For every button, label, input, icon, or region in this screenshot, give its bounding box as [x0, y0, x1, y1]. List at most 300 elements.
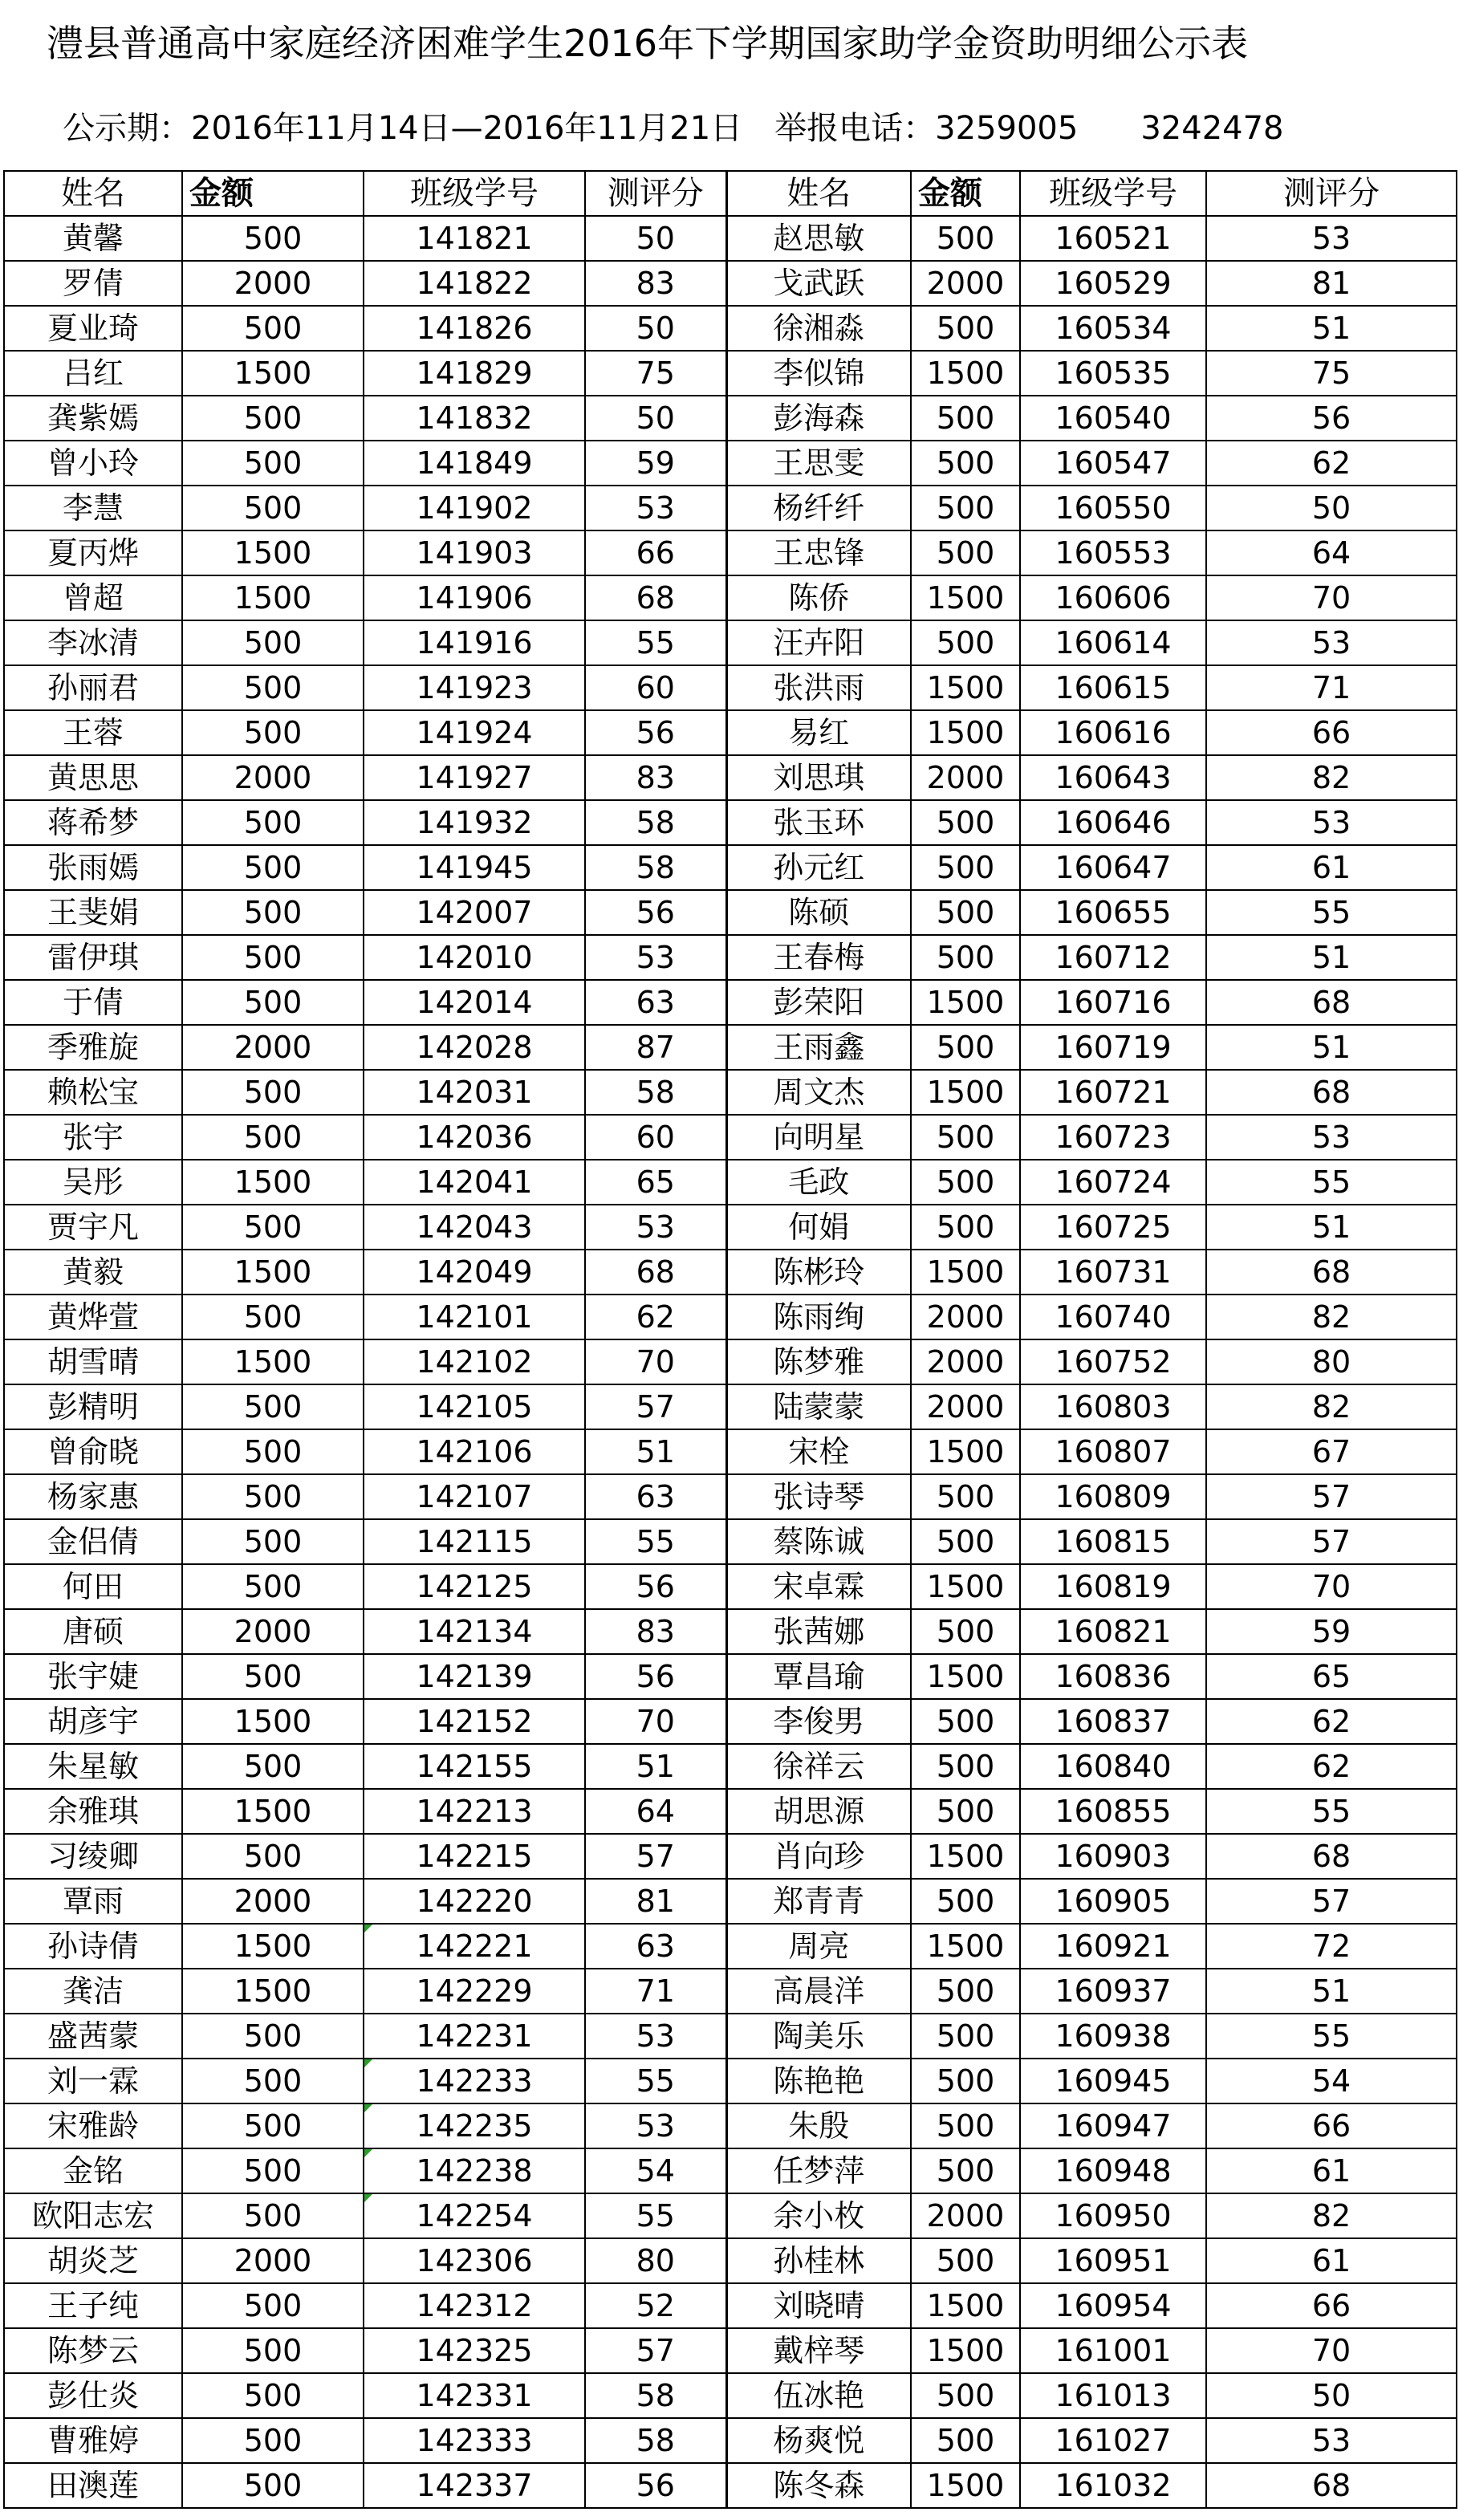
- cell-amount-left[interactable]: 500: [182, 1474, 364, 1519]
- cell-name-left[interactable]: 余雅琪: [4, 1789, 182, 1834]
- cell-name-left[interactable]: 张宇: [4, 1115, 182, 1160]
- cell-class-id-left[interactable]: 142213: [364, 1789, 585, 1834]
- cell-name-left[interactable]: 欧阳志宏: [4, 2193, 182, 2238]
- cell-class-id-left[interactable]: 141916: [364, 620, 585, 665]
- cell-score-left[interactable]: 55: [585, 2059, 726, 2103]
- cell-name-left[interactable]: 胡炎芝: [4, 2238, 182, 2283]
- cell-amount-left[interactable]: 500: [182, 306, 364, 351]
- cell-score-left[interactable]: 63: [585, 1924, 726, 1969]
- cell-class-id-right[interactable]: 160938: [1020, 2014, 1206, 2059]
- cell-name-left[interactable]: 张雨嫣: [4, 845, 182, 890]
- cell-class-id-left[interactable]: 142134: [364, 1609, 585, 1654]
- cell-score-left[interactable]: 53: [585, 486, 726, 530]
- cell-score-right[interactable]: 75: [1206, 351, 1457, 396]
- cell-name-left[interactable]: 刘一霖: [4, 2059, 182, 2103]
- cell-name-right[interactable]: 宋卓霖: [726, 1564, 911, 1609]
- cell-amount-left[interactable]: 500: [182, 845, 364, 890]
- cell-amount-right[interactable]: 500: [911, 216, 1020, 261]
- cell-class-id-right[interactable]: 160616: [1020, 710, 1206, 755]
- cell-amount-left[interactable]: 500: [182, 486, 364, 530]
- cell-score-right[interactable]: 82: [1206, 755, 1457, 800]
- cell-name-right[interactable]: 陈艳艳: [726, 2059, 911, 2103]
- cell-amount-left[interactable]: 500: [182, 980, 364, 1025]
- cell-class-id-right[interactable]: 160954: [1020, 2283, 1206, 2328]
- cell-class-id-right[interactable]: 160550: [1020, 486, 1206, 530]
- cell-class-id-left[interactable]: 142043: [364, 1205, 585, 1250]
- cell-amount-left[interactable]: 500: [182, 2373, 364, 2418]
- cell-amount-left[interactable]: 500: [182, 665, 364, 710]
- cell-amount-left[interactable]: 500: [182, 2148, 364, 2193]
- cell-name-left[interactable]: 金铭: [4, 2148, 182, 2193]
- cell-amount-right[interactable]: 1500: [911, 2463, 1020, 2508]
- cell-score-right[interactable]: 55: [1206, 1789, 1457, 1834]
- cell-score-right[interactable]: 82: [1206, 2193, 1457, 2238]
- cell-score-right[interactable]: 57: [1206, 1474, 1457, 1519]
- cell-name-left[interactable]: 习绫卿: [4, 1834, 182, 1879]
- cell-name-left[interactable]: 曾小玲: [4, 441, 182, 486]
- cell-class-id-right[interactable]: 160547: [1020, 441, 1206, 486]
- cell-score-left[interactable]: 53: [585, 2103, 726, 2148]
- cell-class-id-left[interactable]: 142036: [364, 1115, 585, 1160]
- cell-score-left[interactable]: 56: [585, 710, 726, 755]
- cell-name-right[interactable]: 陆蒙蒙: [726, 1384, 911, 1429]
- cell-name-left[interactable]: 吴彤: [4, 1160, 182, 1205]
- cell-class-id-right[interactable]: 160535: [1020, 351, 1206, 396]
- cell-amount-right[interactable]: 500: [911, 2103, 1020, 2148]
- cell-name-right[interactable]: 陈冬森: [726, 2463, 911, 2508]
- cell-amount-left[interactable]: 500: [182, 2103, 364, 2148]
- cell-class-id-right[interactable]: 160905: [1020, 1879, 1206, 1924]
- cell-class-id-left[interactable]: 142028: [364, 1025, 585, 1070]
- cell-score-right[interactable]: 53: [1206, 620, 1457, 665]
- cell-class-id-left[interactable]: 142139: [364, 1654, 585, 1699]
- cell-class-id-left[interactable]: 142337: [364, 2463, 585, 2508]
- cell-class-id-right[interactable]: 160606: [1020, 575, 1206, 620]
- cell-name-right[interactable]: 汪卉阳: [726, 620, 911, 665]
- cell-amount-left[interactable]: 500: [182, 441, 364, 486]
- cell-score-left[interactable]: 64: [585, 1789, 726, 1834]
- cell-amount-right[interactable]: 1500: [911, 710, 1020, 755]
- cell-name-right[interactable]: 李似锦: [726, 351, 911, 396]
- cell-name-left[interactable]: 金侣倩: [4, 1519, 182, 1564]
- cell-score-right[interactable]: 55: [1206, 1160, 1457, 1205]
- cell-score-left[interactable]: 70: [585, 1699, 726, 1744]
- cell-score-left[interactable]: 60: [585, 1115, 726, 1160]
- cell-name-left[interactable]: 吕红: [4, 351, 182, 396]
- cell-class-id-right[interactable]: 160840: [1020, 1744, 1206, 1789]
- cell-class-id-right[interactable]: 161027: [1020, 2418, 1206, 2463]
- cell-score-right[interactable]: 62: [1206, 1744, 1457, 1789]
- cell-name-right[interactable]: 戴梓琴: [726, 2328, 911, 2373]
- cell-class-id-right[interactable]: 160947: [1020, 2103, 1206, 2148]
- cell-score-left[interactable]: 62: [585, 1295, 726, 1339]
- cell-class-id-left[interactable]: 141821: [364, 216, 585, 261]
- cell-class-id-left[interactable]: 141829: [364, 351, 585, 396]
- cell-class-id-left[interactable]: 142312: [364, 2283, 585, 2328]
- cell-score-right[interactable]: 50: [1206, 486, 1457, 530]
- cell-score-left[interactable]: 83: [585, 755, 726, 800]
- cell-name-left[interactable]: 彭仕炎: [4, 2373, 182, 2418]
- cell-name-right[interactable]: 张洪雨: [726, 665, 911, 710]
- cell-amount-left[interactable]: 1500: [182, 351, 364, 396]
- cell-class-id-right[interactable]: 160521: [1020, 216, 1206, 261]
- cell-name-right[interactable]: 毛政: [726, 1160, 911, 1205]
- cell-class-id-right[interactable]: 160937: [1020, 1969, 1206, 2014]
- cell-name-left[interactable]: 王子纯: [4, 2283, 182, 2328]
- cell-class-id-left[interactable]: 142041: [364, 1160, 585, 1205]
- cell-class-id-right[interactable]: 160809: [1020, 1474, 1206, 1519]
- cell-class-id-left[interactable]: 142231: [364, 2014, 585, 2059]
- cell-amount-left[interactable]: 500: [182, 890, 364, 935]
- cell-amount-right[interactable]: 2000: [911, 261, 1020, 306]
- cell-class-id-left[interactable]: 142115: [364, 1519, 585, 1564]
- cell-class-id-right[interactable]: 160723: [1020, 1115, 1206, 1160]
- cell-name-left[interactable]: 季雅旋: [4, 1025, 182, 1070]
- cell-class-id-left[interactable]: 142014: [364, 980, 585, 1025]
- cell-name-right[interactable]: 王忠锋: [726, 530, 911, 575]
- cell-amount-left[interactable]: 500: [182, 2059, 364, 2103]
- cell-score-left[interactable]: 65: [585, 1160, 726, 1205]
- cell-class-id-right[interactable]: 160540: [1020, 396, 1206, 441]
- cell-class-id-left[interactable]: 142007: [364, 890, 585, 935]
- cell-class-id-right[interactable]: 161001: [1020, 2328, 1206, 2373]
- cell-amount-left[interactable]: 500: [182, 2463, 364, 2508]
- cell-score-right[interactable]: 68: [1206, 1070, 1457, 1115]
- cell-amount-right[interactable]: 500: [911, 2418, 1020, 2463]
- cell-score-left[interactable]: 60: [585, 665, 726, 710]
- cell-amount-right[interactable]: 500: [911, 2148, 1020, 2193]
- cell-amount-left[interactable]: 500: [182, 800, 364, 845]
- cell-class-id-left[interactable]: 141826: [364, 306, 585, 351]
- cell-name-left[interactable]: 龚洁: [4, 1969, 182, 2014]
- cell-name-left[interactable]: 蒋希梦: [4, 800, 182, 845]
- cell-amount-left[interactable]: 500: [182, 1564, 364, 1609]
- cell-name-right[interactable]: 陶美乐: [726, 2014, 911, 2059]
- cell-name-left[interactable]: 唐硕: [4, 1609, 182, 1654]
- cell-score-right[interactable]: 61: [1206, 2238, 1457, 2283]
- cell-score-left[interactable]: 68: [585, 575, 726, 620]
- cell-amount-left[interactable]: 2000: [182, 1609, 364, 1654]
- cell-name-left[interactable]: 彭精明: [4, 1384, 182, 1429]
- cell-amount-left[interactable]: 500: [182, 1384, 364, 1429]
- cell-class-id-left[interactable]: 141902: [364, 486, 585, 530]
- cell-score-right[interactable]: 57: [1206, 1879, 1457, 1924]
- cell-name-left[interactable]: 田澳莲: [4, 2463, 182, 2508]
- cell-amount-left[interactable]: 500: [182, 216, 364, 261]
- cell-class-id-left[interactable]: 142031: [364, 1070, 585, 1115]
- cell-class-id-right[interactable]: 160903: [1020, 1834, 1206, 1879]
- cell-score-left[interactable]: 63: [585, 980, 726, 1025]
- cell-class-id-left[interactable]: 142107: [364, 1474, 585, 1519]
- cell-name-right[interactable]: 陈侨: [726, 575, 911, 620]
- cell-name-right[interactable]: 任梦萍: [726, 2148, 911, 2193]
- cell-class-id-right[interactable]: 160855: [1020, 1789, 1206, 1834]
- cell-score-right[interactable]: 68: [1206, 2463, 1457, 2508]
- cell-name-right[interactable]: 孙桂林: [726, 2238, 911, 2283]
- cell-score-left[interactable]: 70: [585, 1339, 726, 1384]
- cell-name-left[interactable]: 覃雨: [4, 1879, 182, 1924]
- cell-class-id-left[interactable]: 141906: [364, 575, 585, 620]
- cell-score-right[interactable]: 57: [1206, 1519, 1457, 1564]
- cell-amount-right[interactable]: 1500: [911, 351, 1020, 396]
- cell-class-id-right[interactable]: 160529: [1020, 261, 1206, 306]
- cell-amount-left[interactable]: 1500: [182, 1250, 364, 1295]
- cell-name-left[interactable]: 胡彦宇: [4, 1699, 182, 1744]
- cell-score-right[interactable]: 81: [1206, 261, 1457, 306]
- cell-name-right[interactable]: 孙元红: [726, 845, 911, 890]
- cell-name-left[interactable]: 黄馨: [4, 216, 182, 261]
- cell-class-id-right[interactable]: 160725: [1020, 1205, 1206, 1250]
- cell-score-left[interactable]: 51: [585, 1744, 726, 1789]
- cell-amount-right[interactable]: 500: [911, 1160, 1020, 1205]
- cell-amount-right[interactable]: 2000: [911, 1295, 1020, 1339]
- cell-score-right[interactable]: 62: [1206, 1699, 1457, 1744]
- cell-amount-right[interactable]: 2000: [911, 1384, 1020, 1429]
- cell-amount-right[interactable]: 1500: [911, 1924, 1020, 1969]
- cell-score-left[interactable]: 58: [585, 1070, 726, 1115]
- cell-amount-left[interactable]: 1500: [182, 1969, 364, 2014]
- cell-amount-right[interactable]: 500: [911, 1789, 1020, 1834]
- cell-class-id-left[interactable]: 141927: [364, 755, 585, 800]
- cell-class-id-right[interactable]: 160837: [1020, 1699, 1206, 1744]
- cell-score-right[interactable]: 53: [1206, 1115, 1457, 1160]
- cell-name-right[interactable]: 覃昌瑜: [726, 1654, 911, 1699]
- cell-name-right[interactable]: 陈雨绚: [726, 1295, 911, 1339]
- cell-class-id-left[interactable]: 142325: [364, 2328, 585, 2373]
- cell-class-id-right[interactable]: 160836: [1020, 1654, 1206, 1699]
- cell-amount-left[interactable]: 500: [182, 2418, 364, 2463]
- cell-class-id-right[interactable]: 160921: [1020, 1924, 1206, 1969]
- cell-class-id-left[interactable]: 141923: [364, 665, 585, 710]
- cell-amount-right[interactable]: 500: [911, 800, 1020, 845]
- cell-amount-left[interactable]: 2000: [182, 755, 364, 800]
- cell-score-right[interactable]: 53: [1206, 216, 1457, 261]
- cell-class-id-right[interactable]: 161032: [1020, 2463, 1206, 2508]
- cell-amount-right[interactable]: 1500: [911, 1250, 1020, 1295]
- cell-score-right[interactable]: 82: [1206, 1295, 1457, 1339]
- cell-score-right[interactable]: 59: [1206, 1609, 1457, 1654]
- cell-amount-left[interactable]: 1500: [182, 1699, 364, 1744]
- cell-amount-left[interactable]: 500: [182, 2283, 364, 2328]
- cell-class-id-right[interactable]: 161013: [1020, 2373, 1206, 2418]
- cell-amount-left[interactable]: 2000: [182, 2238, 364, 2283]
- cell-class-id-right[interactable]: 160721: [1020, 1070, 1206, 1115]
- cell-amount-left[interactable]: 500: [182, 2328, 364, 2373]
- cell-score-right[interactable]: 50: [1206, 2373, 1457, 2418]
- cell-name-right[interactable]: 蔡陈诚: [726, 1519, 911, 1564]
- cell-amount-right[interactable]: 2000: [911, 1339, 1020, 1384]
- cell-score-left[interactable]: 57: [585, 1834, 726, 1879]
- cell-class-id-right[interactable]: 160807: [1020, 1429, 1206, 1474]
- cell-name-right[interactable]: 郑青青: [726, 1879, 911, 1924]
- cell-score-left[interactable]: 57: [585, 1384, 726, 1429]
- cell-name-right[interactable]: 戈武跃: [726, 261, 911, 306]
- cell-amount-right[interactable]: 500: [911, 2238, 1020, 2283]
- cell-class-id-right[interactable]: 160945: [1020, 2059, 1206, 2103]
- cell-score-left[interactable]: 57: [585, 2328, 726, 2373]
- cell-amount-left[interactable]: 500: [182, 1654, 364, 1699]
- cell-name-right[interactable]: 刘晓晴: [726, 2283, 911, 2328]
- cell-amount-right[interactable]: 500: [911, 890, 1020, 935]
- cell-score-left[interactable]: 53: [585, 1205, 726, 1250]
- cell-name-left[interactable]: 李慧: [4, 486, 182, 530]
- cell-amount-right[interactable]: 1500: [911, 575, 1020, 620]
- cell-name-right[interactable]: 张诗琴: [726, 1474, 911, 1519]
- cell-name-right[interactable]: 杨纤纤: [726, 486, 911, 530]
- cell-score-right[interactable]: 64: [1206, 530, 1457, 575]
- cell-name-right[interactable]: 彭荣阳: [726, 980, 911, 1025]
- cell-score-right[interactable]: 61: [1206, 845, 1457, 890]
- cell-amount-right[interactable]: 1500: [911, 1070, 1020, 1115]
- cell-name-left[interactable]: 张宇婕: [4, 1654, 182, 1699]
- cell-score-left[interactable]: 58: [585, 800, 726, 845]
- cell-name-right[interactable]: 徐湘淼: [726, 306, 911, 351]
- cell-class-id-left[interactable]: 142331: [364, 2373, 585, 2418]
- cell-name-left[interactable]: 王蓉: [4, 710, 182, 755]
- cell-score-right[interactable]: 65: [1206, 1654, 1457, 1699]
- cell-name-right[interactable]: 杨爽悦: [726, 2418, 911, 2463]
- cell-score-left[interactable]: 58: [585, 2373, 726, 2418]
- cell-score-left[interactable]: 56: [585, 1564, 726, 1609]
- cell-class-id-left[interactable]: 142152: [364, 1699, 585, 1744]
- cell-amount-right[interactable]: 1500: [911, 980, 1020, 1025]
- cell-score-right[interactable]: 56: [1206, 396, 1457, 441]
- cell-class-id-left[interactable]: 142155: [364, 1744, 585, 1789]
- cell-class-id-left[interactable]: 141849: [364, 441, 585, 486]
- cell-name-left[interactable]: 罗倩: [4, 261, 182, 306]
- cell-class-id-right[interactable]: 160655: [1020, 890, 1206, 935]
- cell-name-right[interactable]: 宋栓: [726, 1429, 911, 1474]
- cell-class-id-right[interactable]: 160815: [1020, 1519, 1206, 1564]
- cell-score-right[interactable]: 53: [1206, 800, 1457, 845]
- cell-amount-left[interactable]: 500: [182, 1834, 364, 1879]
- cell-name-left[interactable]: 曾俞晓: [4, 1429, 182, 1474]
- cell-score-left[interactable]: 68: [585, 1250, 726, 1295]
- cell-name-right[interactable]: 李俊男: [726, 1699, 911, 1744]
- cell-amount-left[interactable]: 2000: [182, 1879, 364, 1924]
- cell-amount-left[interactable]: 500: [182, 1429, 364, 1474]
- cell-amount-right[interactable]: 500: [911, 935, 1020, 980]
- cell-class-id-right[interactable]: 160803: [1020, 1384, 1206, 1429]
- cell-name-right[interactable]: 周亮: [726, 1924, 911, 1969]
- cell-score-right[interactable]: 51: [1206, 306, 1457, 351]
- cell-name-right[interactable]: 王春梅: [726, 935, 911, 980]
- cell-score-left[interactable]: 83: [585, 1609, 726, 1654]
- cell-amount-right[interactable]: 500: [911, 620, 1020, 665]
- cell-name-right[interactable]: 向明星: [726, 1115, 911, 1160]
- cell-amount-right[interactable]: 500: [911, 2059, 1020, 2103]
- cell-name-left[interactable]: 陈梦云: [4, 2328, 182, 2373]
- cell-score-left[interactable]: 51: [585, 1429, 726, 1474]
- cell-amount-right[interactable]: 500: [911, 2014, 1020, 2059]
- cell-amount-right[interactable]: 500: [911, 396, 1020, 441]
- cell-class-id-right[interactable]: 160646: [1020, 800, 1206, 845]
- cell-amount-right[interactable]: 1500: [911, 1429, 1020, 1474]
- cell-class-id-left[interactable]: 141832: [364, 396, 585, 441]
- cell-amount-right[interactable]: 500: [911, 2373, 1020, 2418]
- cell-name-left[interactable]: 曾超: [4, 575, 182, 620]
- cell-score-right[interactable]: 67: [1206, 1429, 1457, 1474]
- cell-amount-right[interactable]: 500: [911, 486, 1020, 530]
- cell-amount-left[interactable]: 500: [182, 2014, 364, 2059]
- cell-amount-left[interactable]: 2000: [182, 261, 364, 306]
- cell-score-right[interactable]: 80: [1206, 1339, 1457, 1384]
- cell-name-left[interactable]: 赖松宝: [4, 1070, 182, 1115]
- cell-amount-left[interactable]: 500: [182, 1519, 364, 1564]
- cell-score-left[interactable]: 75: [585, 351, 726, 396]
- cell-name-right[interactable]: 王雨鑫: [726, 1025, 911, 1070]
- cell-score-left[interactable]: 59: [585, 441, 726, 486]
- cell-score-left[interactable]: 56: [585, 890, 726, 935]
- cell-class-id-left[interactable]: 141932: [364, 800, 585, 845]
- cell-class-id-left[interactable]: 142010: [364, 935, 585, 980]
- cell-name-left[interactable]: 雷伊琪: [4, 935, 182, 980]
- cell-class-id-right[interactable]: 160948: [1020, 2148, 1206, 2193]
- cell-score-left[interactable]: 55: [585, 2193, 726, 2238]
- cell-amount-left[interactable]: 1500: [182, 1160, 364, 1205]
- cell-score-right[interactable]: 51: [1206, 1025, 1457, 1070]
- cell-score-left[interactable]: 87: [585, 1025, 726, 1070]
- cell-score-right[interactable]: 70: [1206, 2328, 1457, 2373]
- cell-name-left[interactable]: 黄思思: [4, 755, 182, 800]
- cell-amount-right[interactable]: 500: [911, 1969, 1020, 2014]
- cell-score-right[interactable]: 68: [1206, 1250, 1457, 1295]
- cell-name-left[interactable]: 孙诗倩: [4, 1924, 182, 1969]
- cell-amount-right[interactable]: 500: [911, 441, 1020, 486]
- cell-score-left[interactable]: 71: [585, 1969, 726, 2014]
- cell-class-id-left[interactable]: 142102: [364, 1339, 585, 1384]
- cell-amount-right[interactable]: 2000: [911, 755, 1020, 800]
- cell-amount-left[interactable]: 500: [182, 396, 364, 441]
- cell-amount-right[interactable]: 1500: [911, 665, 1020, 710]
- cell-score-right[interactable]: 66: [1206, 2103, 1457, 2148]
- cell-amount-left[interactable]: 500: [182, 1295, 364, 1339]
- cell-name-left[interactable]: 宋雅龄: [4, 2103, 182, 2148]
- cell-name-right[interactable]: 陈梦雅: [726, 1339, 911, 1384]
- cell-name-right[interactable]: 徐祥云: [726, 1744, 911, 1789]
- cell-amount-left[interactable]: 1500: [182, 1924, 364, 1969]
- cell-class-id-right[interactable]: 160819: [1020, 1564, 1206, 1609]
- cell-amount-right[interactable]: 500: [911, 845, 1020, 890]
- cell-name-left[interactable]: 龚紫嫣: [4, 396, 182, 441]
- cell-class-id-left[interactable]: 142101: [364, 1295, 585, 1339]
- cell-score-right[interactable]: 51: [1206, 1969, 1457, 2014]
- cell-score-left[interactable]: 50: [585, 306, 726, 351]
- cell-class-id-right[interactable]: 160615: [1020, 665, 1206, 710]
- cell-name-left[interactable]: 朱星敏: [4, 1744, 182, 1789]
- cell-amount-right[interactable]: 500: [911, 1879, 1020, 1924]
- cell-class-id-left[interactable]: 142220: [364, 1879, 585, 1924]
- cell-name-left[interactable]: 夏丙烨: [4, 530, 182, 575]
- cell-score-left[interactable]: 56: [585, 1654, 726, 1699]
- cell-class-id-left[interactable]: 142333: [364, 2418, 585, 2463]
- cell-score-right[interactable]: 53: [1206, 2418, 1457, 2463]
- cell-score-left[interactable]: 83: [585, 261, 726, 306]
- cell-class-id-left[interactable]: 142221: [364, 1924, 585, 1969]
- cell-class-id-left[interactable]: 141822: [364, 261, 585, 306]
- cell-name-right[interactable]: 张茜娜: [726, 1609, 911, 1654]
- cell-name-left[interactable]: 黄毅: [4, 1250, 182, 1295]
- cell-amount-left[interactable]: 500: [182, 1205, 364, 1250]
- cell-name-left[interactable]: 夏业琦: [4, 306, 182, 351]
- cell-class-id-right[interactable]: 160716: [1020, 980, 1206, 1025]
- cell-score-left[interactable]: 50: [585, 396, 726, 441]
- cell-name-left[interactable]: 贾宇凡: [4, 1205, 182, 1250]
- cell-score-right[interactable]: 70: [1206, 1564, 1457, 1609]
- cell-score-right[interactable]: 71: [1206, 665, 1457, 710]
- cell-amount-left[interactable]: 1500: [182, 1789, 364, 1834]
- cell-amount-left[interactable]: 500: [182, 1115, 364, 1160]
